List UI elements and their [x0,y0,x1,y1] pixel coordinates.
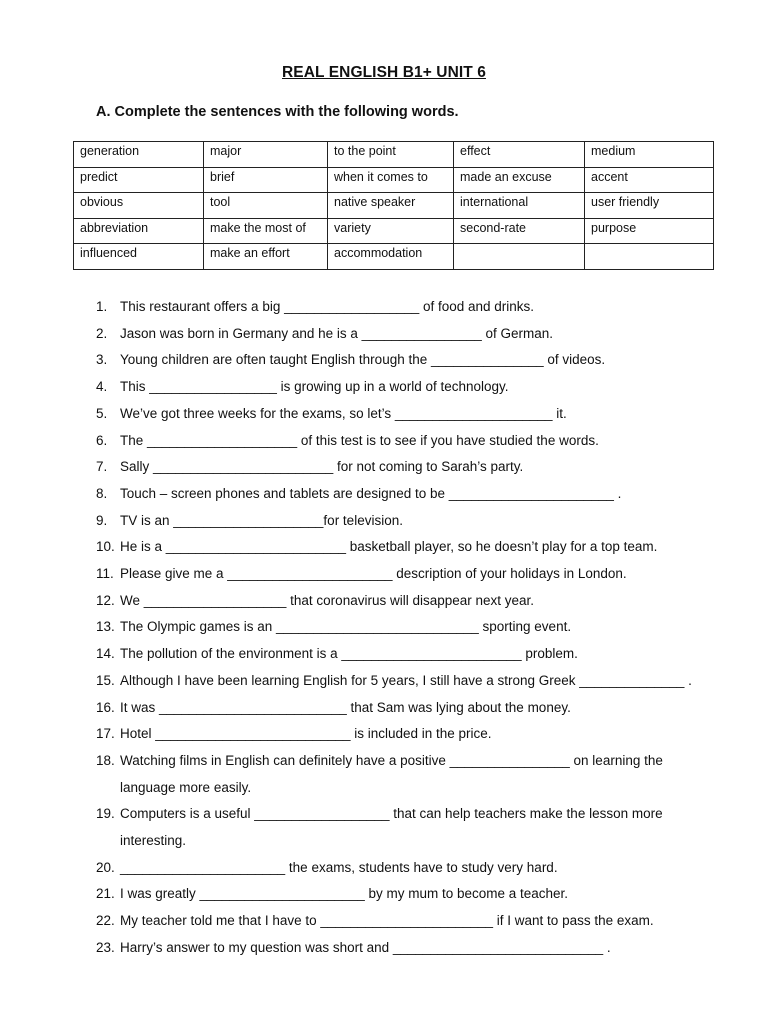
question-text: Harry’s answer to my question was short and ____________________________ . [120,939,611,955]
question-item [96,321,716,348]
word-bank-row [74,193,714,219]
word-bank-row [74,167,714,193]
question-item [96,935,716,962]
word-bank-cell: variety [328,218,454,244]
question-text: This restaurant offers a big __________________ of food and drinks. [120,299,535,314]
question-item [96,801,716,854]
word-bank-cell: accent [585,167,714,193]
question-item [96,721,716,748]
word-bank-cell: second-rate [454,218,585,244]
question-number: 21. [96,886,115,902]
question-text: Touch – screen phones and tablets are designed to be ______________________ . [120,485,622,501]
question-item [96,374,716,401]
word-bank-cell [454,244,585,270]
word-bank-cell: effect [454,142,585,168]
question-number: 16. [96,699,115,715]
exercise-instruction: A. Complete the sentences with the following words. [96,104,459,120]
question-item [96,695,716,722]
question-list [96,294,716,962]
word-bank-cell: make an effort [204,244,328,270]
question-item [96,614,716,641]
word-bank-cell: user friendly [585,193,714,219]
question-number: 8. [96,485,108,501]
word-bank-cell: generation [74,142,204,168]
word-bank-cell: made an excuse [454,167,585,193]
word-bank-row [74,218,714,244]
question-number: 9. [96,512,108,528]
word-bank-cell: obvious [74,193,204,219]
question-number: 17. [96,726,115,742]
word-bank-cell: predict [74,167,204,193]
question-text: He is a ________________________ basketball player, so he doesn’t play for a top team. [120,539,658,555]
question-number: 14. [96,646,115,662]
question-item [96,668,716,695]
question-item [96,561,716,588]
word-bank-cell: make the most of [204,218,328,244]
question-number: 11. [96,566,114,582]
question-item [96,588,716,615]
question-item [96,881,716,908]
question-item [96,347,716,374]
question-text: Hotel __________________________ is included in the price. [120,726,492,742]
question-number: 22. [96,913,115,929]
question-number: 5. [96,405,108,421]
question-number: 19. [96,806,115,822]
question-item [96,908,716,935]
question-number: 4. [96,379,108,395]
question-text: This _________________ is growing up in a world of technology. [120,379,509,395]
question-item [96,641,716,668]
question-item [96,508,716,535]
question-text: We ___________________ that coronavirus will disappear next year. [120,592,535,608]
question-text: Young children are often taught English through the _______________ of videos. [120,352,606,368]
question-item [96,855,716,882]
word-bank-cell: major [204,142,328,168]
word-bank-cell: purpose [585,218,714,244]
word-bank-table [73,141,714,270]
question-item [96,481,716,508]
word-bank-cell: influenced [74,244,204,270]
question-number: 13. [96,619,115,635]
question-number: 20. [96,859,115,875]
question-text: Sally ________________________ for not coming to Sarah’s party. [120,459,524,475]
word-bank-cell: international [454,193,585,219]
question-item [96,401,716,428]
page-title: REAL ENGLISH B1+ UNIT 6 [282,64,486,81]
word-bank-row [74,142,714,168]
question-item [96,294,716,321]
question-number: 2. [96,325,108,341]
question-item [96,748,716,801]
question-text: Computers is a useful __________________ that can help teachers make the lesson more interesting. [120,806,663,849]
word-bank-cell: accommodation [328,244,454,270]
question-number: 15. [96,672,115,688]
word-bank-cell: when it comes to [328,167,454,193]
word-bank-cell [585,244,714,270]
question-text: It was _________________________ that Sam was lying about the money. [120,699,571,715]
question-text: Watching films in English can definitely have a positive ________________ on learning the language more easily. [120,752,663,795]
question-number: 10. [96,539,115,555]
question-text: ______________________ the exams, students have to study very hard. [120,859,558,875]
question-number: 18. [96,752,115,768]
question-number: 12. [96,592,115,608]
word-bank-cell: native speaker [328,193,454,219]
question-text: Please give me a ______________________ description of your holidays in London. [120,566,627,582]
question-text: The pollution of the environment is a ________________________ problem. [120,646,578,662]
question-text: I was greatly ______________________ by my mum to become a teacher. [120,886,569,902]
question-item [96,454,716,481]
question-text: The Olympic games is an ___________________________ sporting event. [120,619,572,635]
question-text: Jason was born in Germany and he is a ________________ of German. [120,325,554,341]
question-text: TV is an ____________________for television. [120,512,403,528]
question-text: Although I have been learning English for 5 years, I still have a strong Greek ______________ . [120,672,692,688]
word-bank-cell: brief [204,167,328,193]
question-number: 1. [96,299,108,314]
question-number: 7. [96,459,108,475]
question-text: My teacher told me that I have to _______________________ if I want to pass the exam. [120,913,654,929]
word-bank-row [74,244,714,270]
question-number: 23. [96,939,115,955]
question-number: 3. [96,352,108,368]
word-bank-cell: to the point [328,142,454,168]
question-text: The ____________________ of this test is to see if you have studied the words. [120,432,599,448]
question-item [96,534,716,561]
word-bank-cell: abbreviation [74,218,204,244]
word-bank-cell: tool [204,193,328,219]
word-bank-cell: medium [585,142,714,168]
question-number: 6. [96,432,108,448]
question-item [96,428,716,455]
question-text: We’ve got three weeks for the exams, so let’s _____________________ it. [120,405,567,421]
